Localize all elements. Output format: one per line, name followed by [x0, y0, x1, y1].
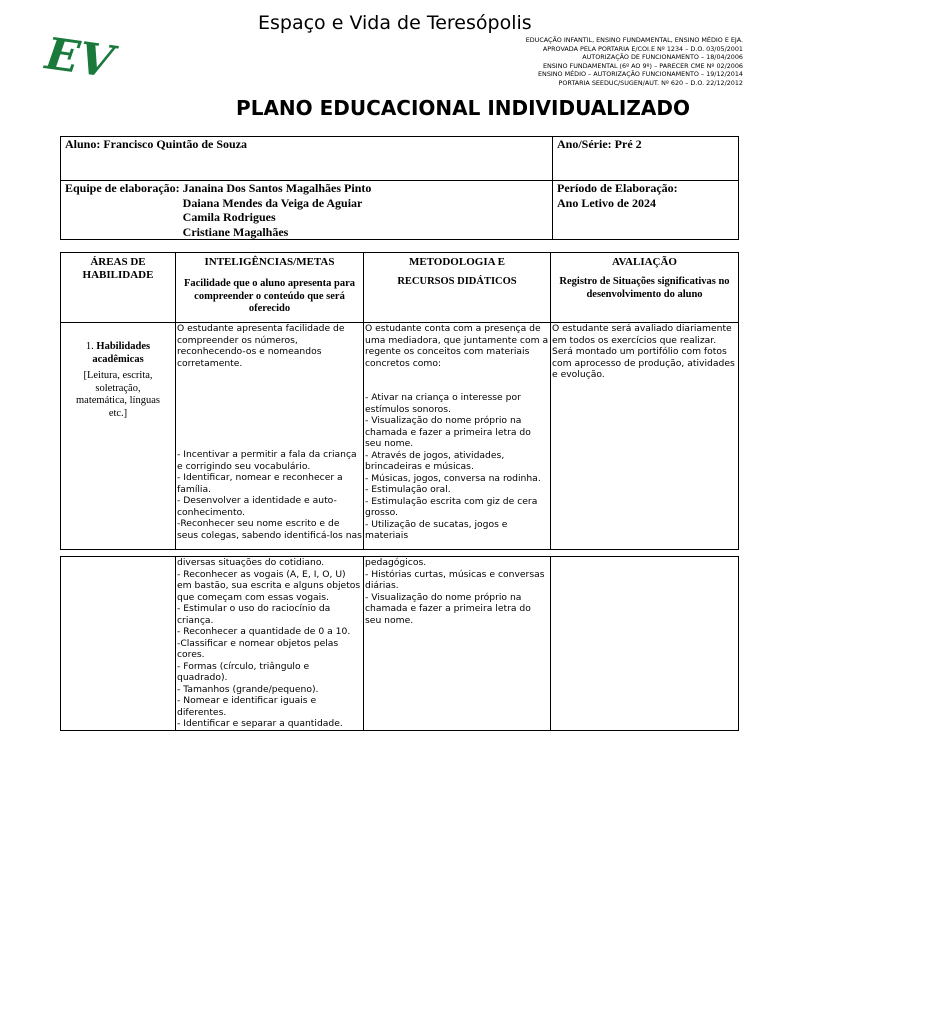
eval-cell-continued	[551, 557, 739, 731]
student-info-table	[60, 136, 739, 240]
info-line: AUTORIZAÇÃO DE FUNCIONAMENTO – 18/04/2006	[582, 53, 743, 62]
header-eval-subtitle: Registro de Situações significativas no desenvolvimento do aluno	[559, 276, 730, 300]
student-grade: Ano/Série: Pré 2	[553, 137, 739, 181]
goals-cell-continued	[176, 557, 364, 731]
area-subareas: [Leitura, escrita, soletração, matemática, línguas etc.]	[76, 370, 160, 419]
goals-intro: O estudante apresenta facilidade de compreender os números, reconhecendo-os e nomeandos corretamente.	[177, 323, 345, 369]
goal-item: - Reconhecer as vogais (A, E, I, O, U) em bastão, sua escrita e alguns objetos que começam com essas vogais.	[177, 568, 361, 603]
logo-monogram: EV	[42, 28, 117, 89]
goal-item: -Reconhecer seu nome escrito e de seus colegas, sabendo identificá-los nas	[177, 518, 362, 541]
goal-item: - Nomear e identificar iguais e diferentes.	[177, 695, 317, 718]
area-name: Habilidades acadêmicas	[92, 341, 151, 365]
team-label: Equipe de elaboração:	[65, 181, 180, 195]
method-intro: O estudante conta com a presença de uma mediadora, que juntamente com a regente os conceitos com materiais concretos como:	[365, 323, 549, 369]
goal-item: - Identificar e separar a quantidade.	[177, 718, 343, 729]
info-line: PORTARIA SEEDUC/SUGEN/AUT. Nº 620 – D.O. 22/12/2012	[558, 78, 743, 87]
goal-item: - Desenvolver a identidade e auto-conhecimento.	[177, 495, 337, 518]
team-member: Janaina Dos Santos Magalhães Pinto	[182, 181, 372, 195]
method-item: - Músicas, jogos, conversa na rodinha.	[365, 472, 541, 484]
header-method-text: METODOLOGIA E	[408, 256, 506, 268]
school-name: Espaço e Vida de Teresópolis	[258, 12, 532, 34]
method-item: - Ativar na criança o interesse por estímulos sonoros.	[365, 392, 521, 415]
header-goals-text: INTELIGÊNCIAS/METAS	[204, 256, 335, 268]
goal-item: - Estimular o uso do raciocínio da criança.	[177, 603, 331, 626]
goal-item: diversas situações do cotidiano.	[177, 557, 325, 568]
header-eval-text: AVALIAÇÃO	[611, 256, 677, 268]
plan-table-page2	[60, 556, 739, 731]
method-item: - Visualização do nome próprio na chamada e fazer a primeira letra do seu nome.	[365, 591, 531, 626]
goal-item: - Incentivar a permitir a fala da criança e corrigindo seu vocabulário.	[177, 449, 357, 472]
period-cell	[553, 181, 739, 240]
method-item: - Histórias curtas, músicas e conversas diárias.	[365, 568, 545, 591]
method-item: - Visualização do nome próprio na chamada e fazer a primeira letra do seu nome.	[365, 415, 531, 449]
school-logo	[42, 22, 117, 89]
method-item: - Estimulação escrita com giz de cera grosso.	[365, 495, 538, 518]
school-info	[526, 36, 743, 88]
team-cell	[61, 181, 553, 240]
goal-item: - Reconhecer a quantidade de 0 a 10.	[177, 626, 351, 637]
info-line: ENSINO FUNDAMENTAL (6º AO 9º) – PARECER CME Nº 02/2006	[542, 61, 743, 70]
method-item: - Utilização de sucatas, jogos e materiais	[365, 518, 508, 541]
header-eval	[551, 253, 739, 323]
info-line: ENSINO MÉDIO – AUTORIZAÇÃO FUNCIONAMENTO – 19/12/2014	[538, 70, 743, 79]
document-title: PLANO EDUCACIONAL INDIVIDUALIZADO	[236, 96, 690, 120]
method-cell-continued	[364, 557, 551, 731]
header-method	[364, 253, 551, 323]
student-name: Aluno: Francisco Quintão de Souza	[61, 137, 553, 181]
info-line: APROVADA PELA PORTARIA E/COI.E Nº 1234 – D.O. 03/05/2001	[542, 44, 743, 53]
area-cell	[61, 323, 176, 550]
header-goals	[176, 253, 364, 323]
area-number: 1.	[85, 341, 94, 352]
method-item: - Através de jogos, atividades, brincadeiras e músicas.	[365, 449, 505, 472]
plan-table-page1	[60, 252, 739, 550]
header-areas-text: ÁREAS DE HABILIDADE	[82, 256, 154, 281]
goal-item: - Identificar, nomear e reconhecer a família.	[177, 472, 343, 495]
method-item: - Estimulação oral.	[365, 484, 451, 495]
header-goals-subtitle: Facilidade que o aluno apresenta para compreender o conteúdo que será oferecido	[183, 278, 356, 314]
header-areas	[61, 253, 176, 323]
eval-cell	[551, 323, 739, 550]
team-member: Daiana Mendes da Veiga de Aguiar	[182, 195, 363, 210]
period-value: Ano Letivo de 2024	[557, 195, 656, 210]
team-member: Camila Rodrigues	[182, 210, 276, 224]
area-cell-continued	[61, 557, 176, 731]
method-item: pedagógicos.	[365, 557, 427, 568]
goal-item: - Formas (círculo, triângulo e quadrado).	[177, 660, 310, 683]
info-line: EDUCAÇÃO INFANTIL, ENSINO FUNDAMENTAL, ENSINO MÉDIO E EJA.	[525, 36, 743, 44]
period-label: Período de Elaboração:	[557, 181, 678, 195]
goal-item: - Tamanhos (grande/pequeno).	[177, 683, 319, 695]
header-method-text-2: RECURSOS DIDÁTICOS	[397, 276, 517, 287]
team-names	[183, 181, 372, 239]
goals-cell	[176, 323, 364, 550]
team-member: Cristiane Magalhães	[182, 224, 289, 239]
goal-item: -Classificar e nomear objetos pelas cores.	[177, 637, 339, 660]
method-cell	[364, 323, 551, 550]
eval-text: O estudante será avaliado diariamente em todos os exercícios que realizar. Será montado um portifólio com fotos com aprocesso de produção, atividades e evolução.	[552, 323, 735, 380]
